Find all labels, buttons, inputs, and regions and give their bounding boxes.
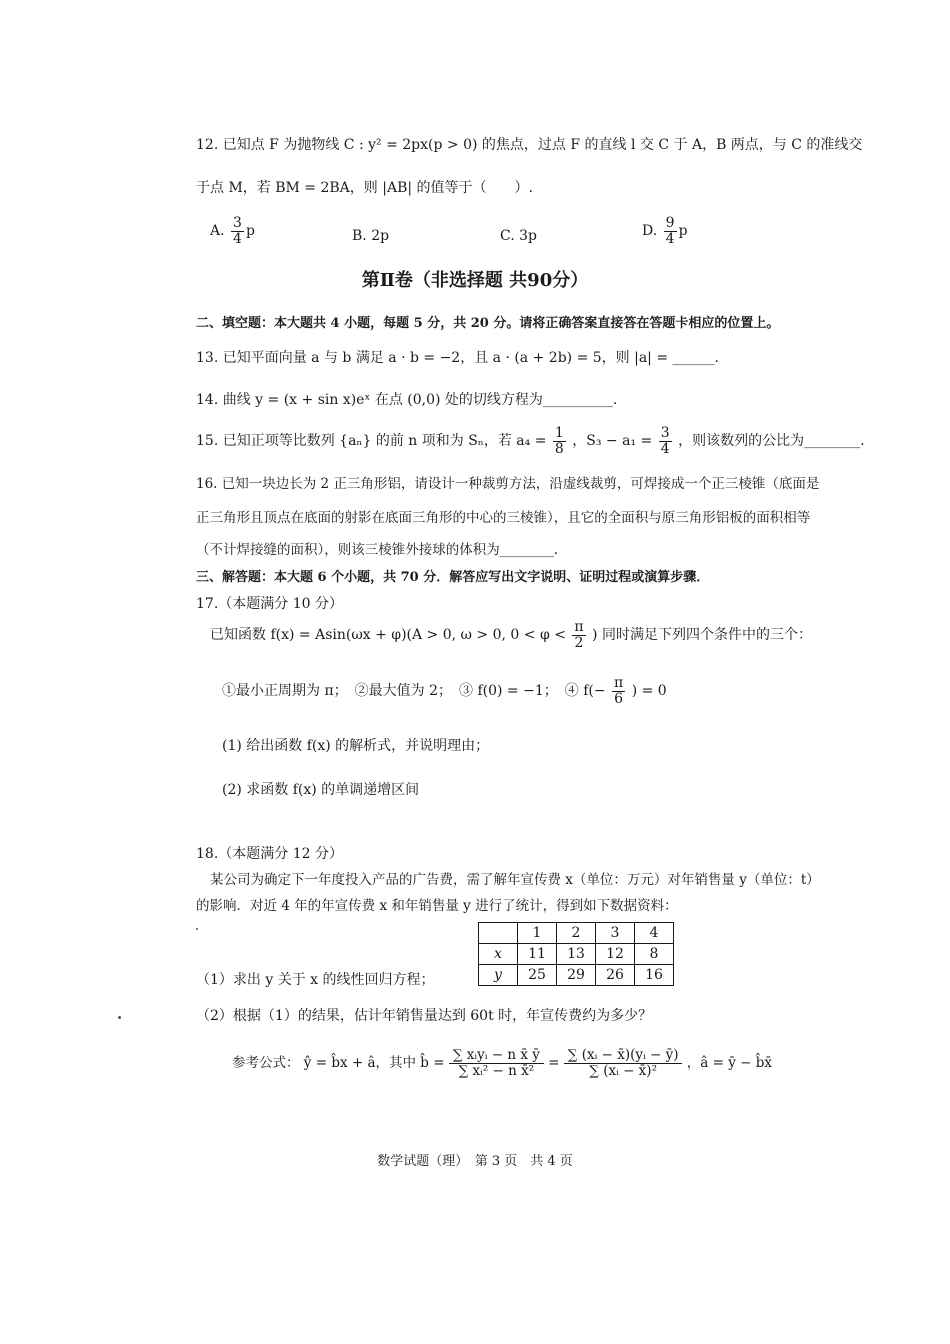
q12-option-c: C. 3p: [500, 228, 537, 244]
q12-line1: 12. 已知点 F 为抛物线 C : y² = 2px(p > 0) 的焦点，过点 F 的直线 l 交 C 于 A，B 两点，与 C 的准线交: [196, 137, 863, 153]
table-cell: 4: [635, 923, 674, 944]
page-footer: 数学试题（理） 第 3 页 共 4 页: [377, 1154, 573, 1169]
q15-fraction-1: [553, 426, 566, 456]
table-cell: [479, 923, 518, 944]
formula-tail: ，â = ȳ − b̂x̄: [686, 1054, 772, 1071]
table-cell: 29: [557, 965, 596, 986]
option-d-fraction: [664, 216, 677, 246]
q12-option-a: [210, 216, 255, 246]
fraction-denominator: 4: [660, 440, 670, 457]
q17-title: 17.（本题满分 10 分）: [196, 596, 343, 612]
q17-stem-post: ) 同时满足下列四个条件中的三个：: [592, 627, 812, 644]
q18-data-table: [478, 922, 674, 986]
table-cell: 25: [518, 965, 557, 986]
q18-line2: 的影响．对近 4 年的年宣传费 x 和年销售量 y 进行了统计，得到如下数据资料：: [196, 898, 678, 914]
table-cell: 11: [518, 944, 557, 965]
fraction-numerator: 1: [554, 425, 564, 441]
option-d-tail: p: [678, 223, 688, 240]
formula-equals: =: [548, 1054, 560, 1071]
q17-stem-pre: 已知函数 f(x) = Asin(ωx + φ)(A > 0, ω > 0, 0 < φ <: [210, 627, 566, 644]
q16-line2: 正三角形且顶点在底面的射影在底面三角形的中心的三棱锥），且它的全面积与原三角形铝板的面积相等: [196, 510, 811, 526]
fraction-denominator: 4: [665, 230, 675, 247]
formula-fraction-1: [449, 1048, 544, 1079]
q18-sub2: （2）根据（1）的结果，估计年销售量达到 60t 时，年宣传费约为多少？: [196, 1008, 653, 1024]
formula-label: 参考公式：: [232, 1054, 300, 1071]
q16-line3: （不计焊接缝的面积），则该三棱锥外接球的体积为________.: [196, 542, 559, 558]
table-cell: 2: [557, 923, 596, 944]
fraction-numerator: ∑ (xᵢ − x̄)(yᵢ − ȳ): [564, 1048, 683, 1064]
table-cell: 3: [596, 923, 635, 944]
q17-conditions: [222, 676, 667, 706]
option-a-tail: p: [245, 223, 255, 240]
q12-option-b: B. 2p: [352, 228, 390, 244]
option-a-label: A.: [210, 223, 225, 240]
scan-speck: [196, 928, 198, 930]
q15: [196, 426, 865, 456]
table-cell: 1: [518, 923, 557, 944]
fraction-denominator: 4: [233, 230, 242, 247]
q15-post: ，则该数列的公比为________.: [678, 433, 865, 450]
q12-line2: 于点 M，若 BM = 2BA，则 |AB| 的值等于（ ）.: [196, 180, 533, 196]
fraction-denominator: ∑ (xᵢ − x̄)²: [589, 1062, 657, 1079]
part2-title: 第Ⅱ卷（非选择题 共90分）: [361, 270, 589, 291]
fraction-numerator: π: [614, 675, 624, 691]
fraction-numerator: 9: [665, 215, 675, 231]
fraction-denominator: 8: [554, 440, 564, 457]
q18-title: 18.（本题满分 12 分）: [196, 846, 343, 862]
q17-sub1: (1) 给出函数 f(x) 的解析式，并说明理由；: [222, 738, 490, 754]
q12-option-d: [642, 216, 688, 246]
option-d-label: D.: [642, 223, 658, 240]
table-cell: 26: [596, 965, 635, 986]
table-cell: x: [479, 944, 518, 965]
option-a-fraction: [231, 216, 244, 246]
q15-mid: ，S₃ − a₁ =: [572, 433, 653, 450]
fraction-numerator: 3: [233, 215, 242, 231]
q13: 13. 已知平面向量 a 与 b 满足 a · b = −2，且 a · (a + 2b) = 5，则 |a| = ______.: [196, 350, 719, 366]
q16-line1: 16. 已知一块边长为 2 正三角形铝，请设计一种裁剪方法，沿虚线裁剪，可焊接成一个正三棱锥（底面是: [196, 476, 820, 492]
scan-speck: [118, 1016, 121, 1019]
fraction-denominator: 2: [574, 634, 584, 651]
formula-fraction-2: [564, 1048, 683, 1079]
q18-line1: 某公司为确定下一年度投入产品的广告费，需了解年宣传费 x（单位：万元）对年销售量 y（单位：t）: [210, 872, 820, 888]
q15-fraction-2: [659, 426, 672, 456]
table-cell: 13: [557, 944, 596, 965]
table-header-row: [479, 923, 674, 944]
section3-heading: 三、解答题：本大题 6 个小题，共 70 分．解答应写出文字说明、证明过程或演算步骤．: [196, 570, 710, 585]
table-cell: 16: [635, 965, 674, 986]
fraction-denominator: ∑ xᵢ² − n x̄²: [458, 1062, 535, 1079]
q17-stem: [210, 620, 812, 650]
q15-pre: 15. 已知正项等比数列 {aₙ} 的前 n 项和为 Sₙ，若 a₄ =: [196, 433, 547, 450]
table-row: [479, 965, 674, 986]
formula-equation: ŷ = b̂x + â，其中 b̂ =: [303, 1054, 445, 1071]
section2-heading: 二、填空题：本大题共 4 小题，每题 5 分，共 20 分。请将正确答案直接答在答题卡相应的位置上。: [196, 316, 780, 331]
fraction-denominator: 6: [614, 690, 624, 707]
table-cell: 8: [635, 944, 674, 965]
q17-cond-pre: ①最小正周期为 π； ②最大值为 2； ③ f(0) = −1； ④ f(−: [222, 683, 606, 700]
q17-sub2: (2) 求函数 f(x) 的单调递增区间: [222, 782, 420, 798]
q17-cond-post: ) = 0: [631, 683, 667, 700]
fraction-numerator: ∑ xᵢyᵢ − n x̄ ȳ: [449, 1048, 544, 1064]
fraction-numerator: π: [574, 619, 584, 635]
q17-stem-fraction: [572, 620, 585, 650]
q18-sub1: （1）求出 y 关于 x 的线性回归方程；: [196, 972, 435, 988]
q17-cond-fraction: [612, 676, 625, 706]
fraction-numerator: 3: [660, 425, 670, 441]
table-cell: y: [479, 965, 518, 986]
q18-formula: [232, 1048, 772, 1079]
table-row: [479, 944, 674, 965]
table-cell: 12: [596, 944, 635, 965]
q14: 14. 曲线 y = (x + sin x)eˣ 在点 (0,0) 处的切线方程为__________.: [196, 392, 618, 408]
